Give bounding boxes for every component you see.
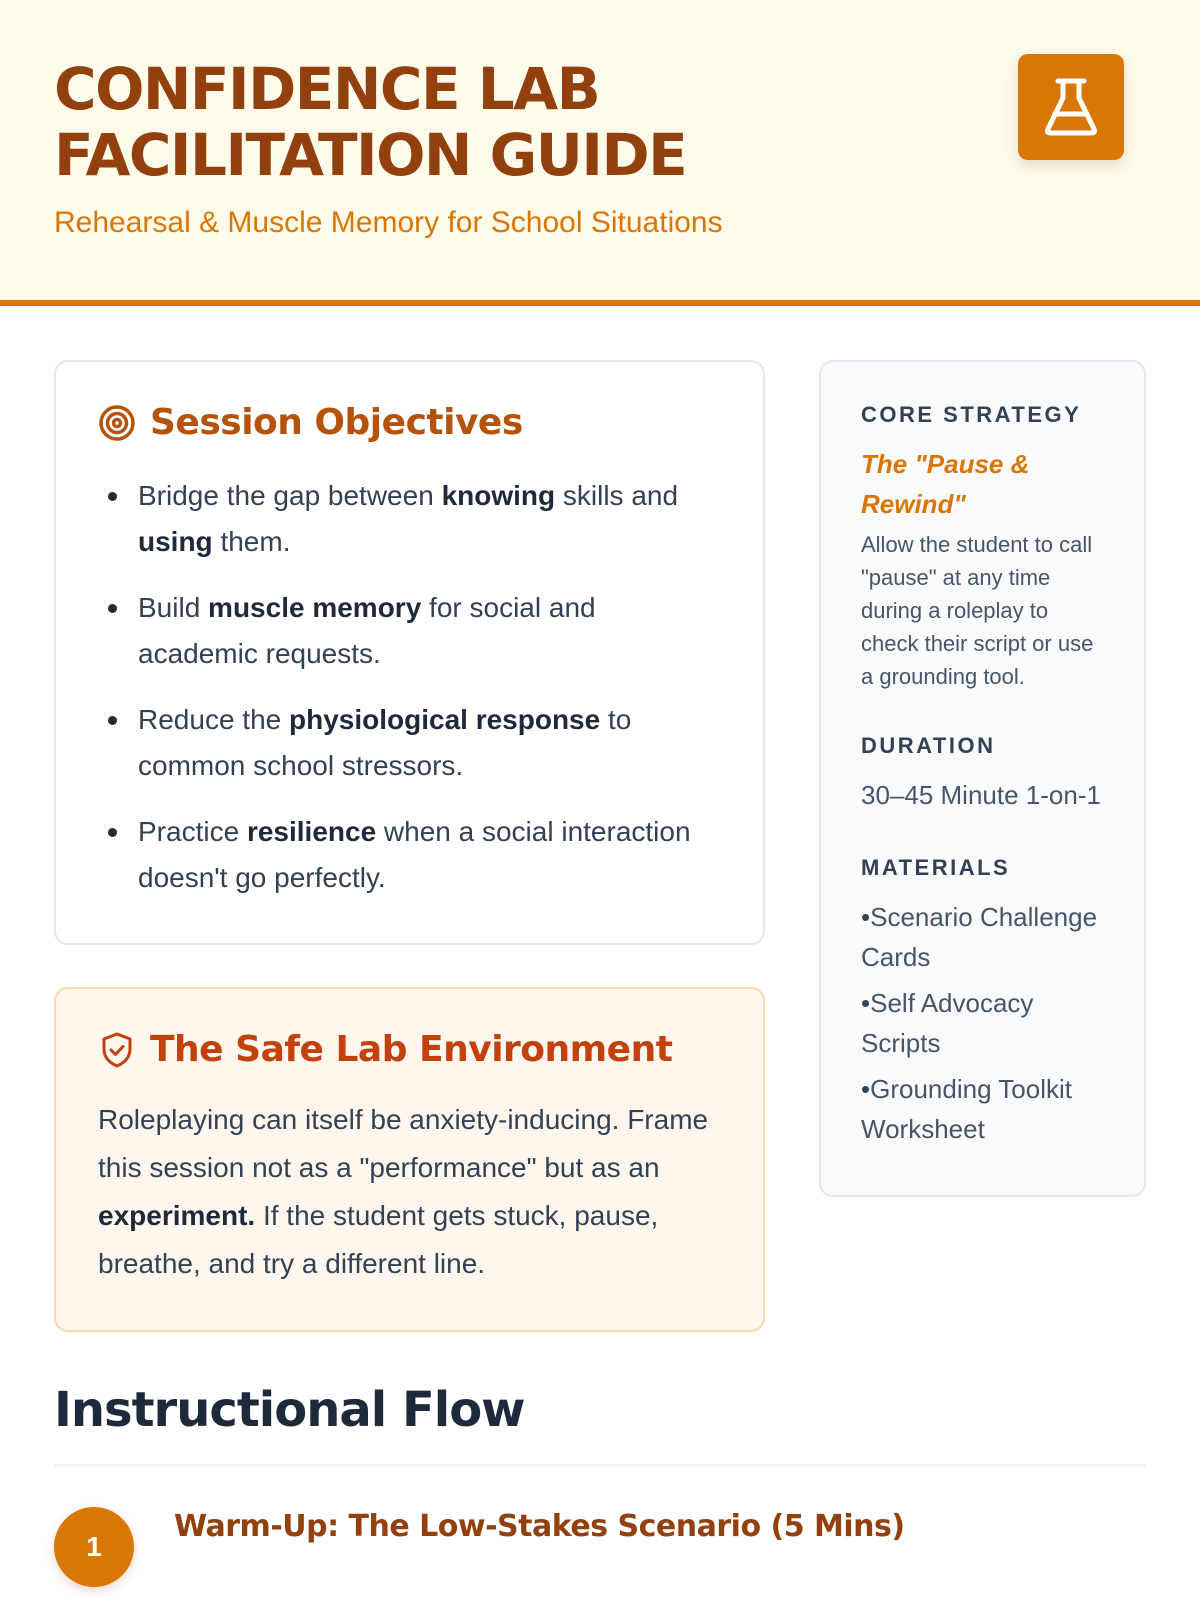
lab-badge — [1018, 54, 1124, 160]
safe-lab-title: The Safe Lab Environment — [150, 1029, 673, 1070]
flow-step — [54, 1507, 1146, 1587]
list-item: • Grounding Toolkit Worksheet — [861, 1069, 1104, 1149]
instructional-flow-heading: Instructional Flow — [54, 1382, 1146, 1467]
list-item: Build muscle memory for social and academic requests. — [98, 585, 721, 677]
safe-lab-text: Roleplaying can itself be anxiety-inducing. Frame this session not as a "performance" but as an experiment. If the student gets stuck, pause, breathe, and try a different line. — [98, 1104, 709, 1279]
duration-value: 30–45 Minute 1-on-1 — [861, 780, 1101, 810]
safe-lab-card — [54, 987, 765, 1332]
duration-section — [861, 733, 1104, 815]
shield-check-icon — [98, 1031, 136, 1069]
duration-label: DURATION — [861, 733, 996, 758]
session-objectives-card — [54, 360, 765, 945]
step-title: Warm-Up: The Low-Stakes Scenario (5 Mins) — [174, 1509, 905, 1544]
materials-label: MATERIALS — [861, 855, 1011, 880]
core-strategy-title: The "Pause & Rewind" — [861, 449, 1030, 519]
page-header — [0, 0, 1200, 306]
list-item: • Self Advocacy Scripts — [861, 983, 1104, 1063]
instructional-flow-section — [0, 1332, 1200, 1587]
page-title: CONFIDENCE LAB FACILITATION GUIDE — [54, 55, 687, 189]
step-number-badge: 1 — [54, 1507, 134, 1587]
list-item: Reduce the physiological response to common school stressors. — [98, 697, 721, 789]
safe-lab-heading — [98, 1029, 721, 1070]
sidebar-column — [819, 360, 1146, 1332]
list-item: Bridge the gap between knowing skills and using them. — [98, 473, 721, 565]
objectives-list — [98, 473, 721, 901]
core-strategy-description: Allow the student to call "pause" at any time during a roleplay to check their script or use a grounding tool. — [861, 532, 1094, 689]
objectives-title: Session Objectives — [150, 402, 523, 443]
list-item: Practice resilience when a social interaction doesn't go perfectly. — [98, 809, 721, 901]
page-subtitle: Rehearsal & Muscle Memory for School Situations — [54, 206, 723, 239]
target-icon — [98, 404, 136, 442]
materials-list — [861, 897, 1104, 1149]
main-column — [54, 360, 765, 1332]
objectives-heading — [98, 402, 721, 443]
content-area — [0, 306, 1200, 1332]
strategy-sidebar — [819, 360, 1146, 1197]
flask-icon — [1042, 76, 1100, 138]
list-item: • Scenario Challenge Cards — [861, 897, 1104, 977]
core-strategy-label: CORE STRATEGY — [861, 402, 1082, 427]
materials-section — [861, 855, 1104, 1149]
